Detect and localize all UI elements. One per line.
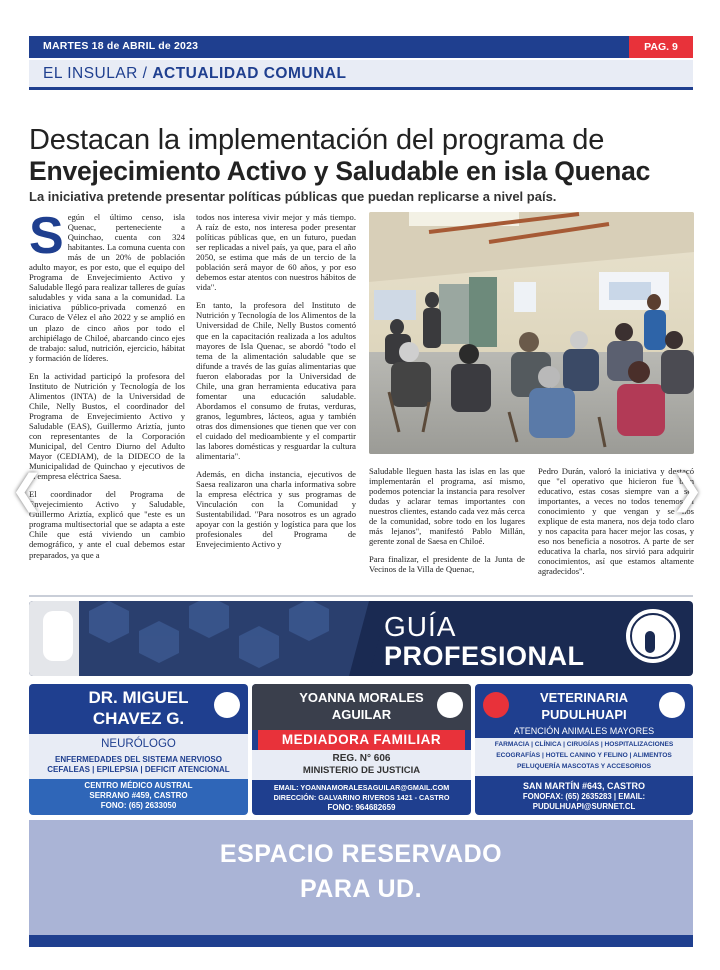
doctor-phone: FONO: (65) 2633050 [100, 801, 177, 810]
chevron-left-icon: ❮ [10, 467, 44, 513]
headline-line-2: Envejecimiento Activo y Saludable en isla Quenac [29, 156, 651, 186]
guide-title-line-1: GUÍA [384, 611, 457, 642]
next-page-arrow[interactable] [670, 465, 704, 515]
page-number: PAG. 9 [629, 36, 693, 58]
mediator-phone: FONO: 964682659 [327, 803, 396, 812]
paragraph: Para finalizar, el presidente de la Junta de Vecinos de la Villa de Quenac, [369, 554, 525, 575]
doctor-specialty-2: CEFALEAS | EPILEPSIA | DEFICIT ATENCIONAL [47, 765, 230, 774]
paragraph: Pedro Durán, valoró la iniciativa y destacó que "el operativo que hicieron fue bien educativo, estas cosas siempre van a ser importantes, a veces no todos tenemos el conocimiento y que vengan y se nos explique de esta manera, nos deja todo claro y nos capacita para hacer mejor las cosas, y eso nos beneficia a nosotros. A parte de ser educativa la charla, nos sirvió para adquirir conocimientos, así que estamos altamente agradecidos". [538, 466, 694, 577]
workshop-photo-image [369, 212, 694, 454]
doctor-address-2: SERRANO #459, CASTRO [89, 791, 188, 800]
ad-card-neurologist [29, 684, 248, 815]
section-header [29, 60, 693, 90]
mediator-name-2: AGUILAR [331, 707, 392, 722]
guide-banner [29, 601, 693, 676]
reserved-line-2: PARA UD. [299, 875, 423, 903]
vet-services-2: ECOGRAFÍAS | HOTEL CANINO Y FELINO | ALIMENTOS [496, 752, 672, 759]
ad-card-veterinary [475, 684, 693, 815]
mediator-ministry: MINISTERIO DE JUSTICIA [302, 765, 421, 776]
doctor-name-2: CHAVEZ G. [92, 709, 185, 728]
vet-address: SAN MARTÍN #643, CASTRO [522, 781, 646, 791]
vet-phone: FONOFAX: (65) 2635283 | EMAIL: [522, 792, 646, 801]
paragraph: egún el último censo, isla Quenac, perteneciente a Quinchao, cuenta con 324 habitantes. La comuna cuenta con más de un 20% de población adulto mayor, es por esto, que el equipo del Programa de Envejecimiento Activo y Saludable llegó para realizar talleres de guías saludables y vida sana a la comunidad. La iniciativa público-privada comenzó en Curaco de Vélez el año 2022 y se amplió en un plazo de cinco años por todo el archipiélago de Chiloé, abarcando cinco ejes de trabajo: salud, nutrición, ejercicio, hábitat y formación de líderes. [29, 212, 185, 363]
article-deck: La iniciativa pretende presentar políticas públicas que puedan replicarse a nivel país. [29, 189, 557, 204]
paragraph: Además, en dicha instancia, ejecutivos de Saesa realizaron una charla informativa sobre la empresa eléctrica y sus programas de Vinculación con la Comunidad y Sustentabilidad. "Para nosotros es un agrado apoyar con la gestión y logística para que los profesionales del Programa de Envejecimiento Activo y [196, 469, 356, 550]
doctor-name-1: DR. MIGUEL [88, 688, 189, 707]
doctor-role: NEURÓLOGO [101, 738, 176, 750]
article-column-1 [29, 207, 185, 568]
section-label [43, 65, 346, 83]
mediator-address: DIRECCIÓN: GALVARINO RIVEROS 1421 - CASTRO [273, 793, 450, 802]
headline-line-1: Destacan la implementación del programa de [29, 124, 605, 156]
mediator-email: EMAIL: YOANNAMORALESAGUILAR@GMAIL.COM [273, 783, 450, 792]
vet-services-1: FARMACIA | CLÍNICA | CIRUGÍAS | HOSPITALIZACIONES [494, 741, 674, 748]
ad-card-mediator [252, 684, 471, 815]
guide-banner-graphic [29, 601, 693, 676]
vet-email: PUDULHUAPI@SURNET.CL [532, 802, 636, 811]
paragraph: El coordinador del Programa de Envejecimiento Activo y Saludable, Guillermo Ariztía, explicó que "este es un programa multisectorial que se adapta a este Chile que está viviendo un cambio demográfico, y ante el cual debemos estar preparados, ya que a [29, 489, 185, 560]
paper-name: EL INSULAR / [43, 65, 148, 82]
vet-name-1: VETERINARIA [539, 690, 629, 705]
date-bar [29, 36, 693, 58]
chevron-right-icon: ❯ [670, 467, 704, 513]
doctor-address-1: CENTRO MÉDICO AUSTRAL [84, 781, 193, 790]
article-column-2 [196, 212, 356, 558]
mediator-name-1: YOANNA MORALES [299, 690, 424, 705]
paragraph: todos nos interesa vivir mejor y más tiempo. A raíz de esto, nos interesa poder presentar políticas públicas que, en un futuro, puedan ser replicadas a nivel país, ya que, para el año 2050, se estima que más de un tercio de la población será mayor de 60 años, y por eso debemos estar atentos con nuestros hábitos de vida". [196, 212, 356, 293]
issue-date: MARTES 18 de ABRIL de 2023 [43, 40, 199, 52]
vet-services-3: PELUQUERÍA MASCOTAS Y ACCESORIOS [517, 763, 651, 770]
section-name: ACTUALIDAD COMUNAL [152, 65, 347, 82]
paragraph: En la actividad participó la profesora del Instituto de Nutrición y Tecnología de los Alimentos (INTA) de la Universidad de Chile, Nelly Bustos, el coordinador del Programa de Envejecimiento Activo y Saludable (EAS), Guillermo Ariztía, junto con representantes de la Corporación Municipal, del Centro Diurno del Adulto Mayor (CEDIAM), de la DIDECO de la Municipalidad de Quinchao y ejecutivos de la empresa eléctrica Saesa. [29, 370, 185, 482]
mediator-role: MEDIADORA FAMILIAR [281, 732, 442, 747]
paragraph: En tanto, la profesora del Instituto de Nutrición y Tecnología de los Alimentos de la Universidad de Chile, Nelly Bustos comentó que en la capacitación realizada a los adultos mayores de Isla Quenac, se abordó "todo el tema de la alimentación saludable que se difunde a través de las guías alimentarias que fueron elaboradas por la Universidad de Chile, una gran herramienta educativa para fomentar una educación saludable. Abordamos el consumo de frutas, verduras, granos, legumbres, lácteos, agua y también otras dos dimensiones que tienen que ver con el cuidado del medioambiente y el compartir las labores domésticas y resguardar la cultura alimentaria". [196, 300, 356, 462]
section-divider [29, 595, 693, 597]
reserved-line-1: ESPACIO RESERVADO [219, 840, 503, 868]
previous-page-arrow[interactable] [10, 465, 44, 515]
doctor-specialty-1: ENFERMEDADES DEL SISTEMA NERVIOSO [55, 755, 222, 764]
drop-cap: S [29, 207, 64, 265]
guide-title-line-2: PROFESIONAL [384, 641, 585, 671]
article-column-3 [369, 466, 525, 582]
mediator-registry: REG. N° 606 [332, 753, 391, 764]
paragraph: Saludable lleguen hasta las islas en las que implementarán el programa, así mismo, podemos potenciar la instancia para resolver dudas y aclarar temas importantes con nuestros clientes, estando cada vez más cerca de la comunidad, sobre todo en los lugares más lejanos", manifestó Pablo Millán, gerente zonal de Saesa en Chiloé. [369, 466, 525, 547]
vet-name-2: PUDULHUAPI [541, 707, 627, 722]
vet-role: ATENCIÓN ANIMALES MAYORES [513, 726, 655, 736]
reserved-ad-space [29, 820, 693, 947]
article-photo [369, 212, 694, 454]
